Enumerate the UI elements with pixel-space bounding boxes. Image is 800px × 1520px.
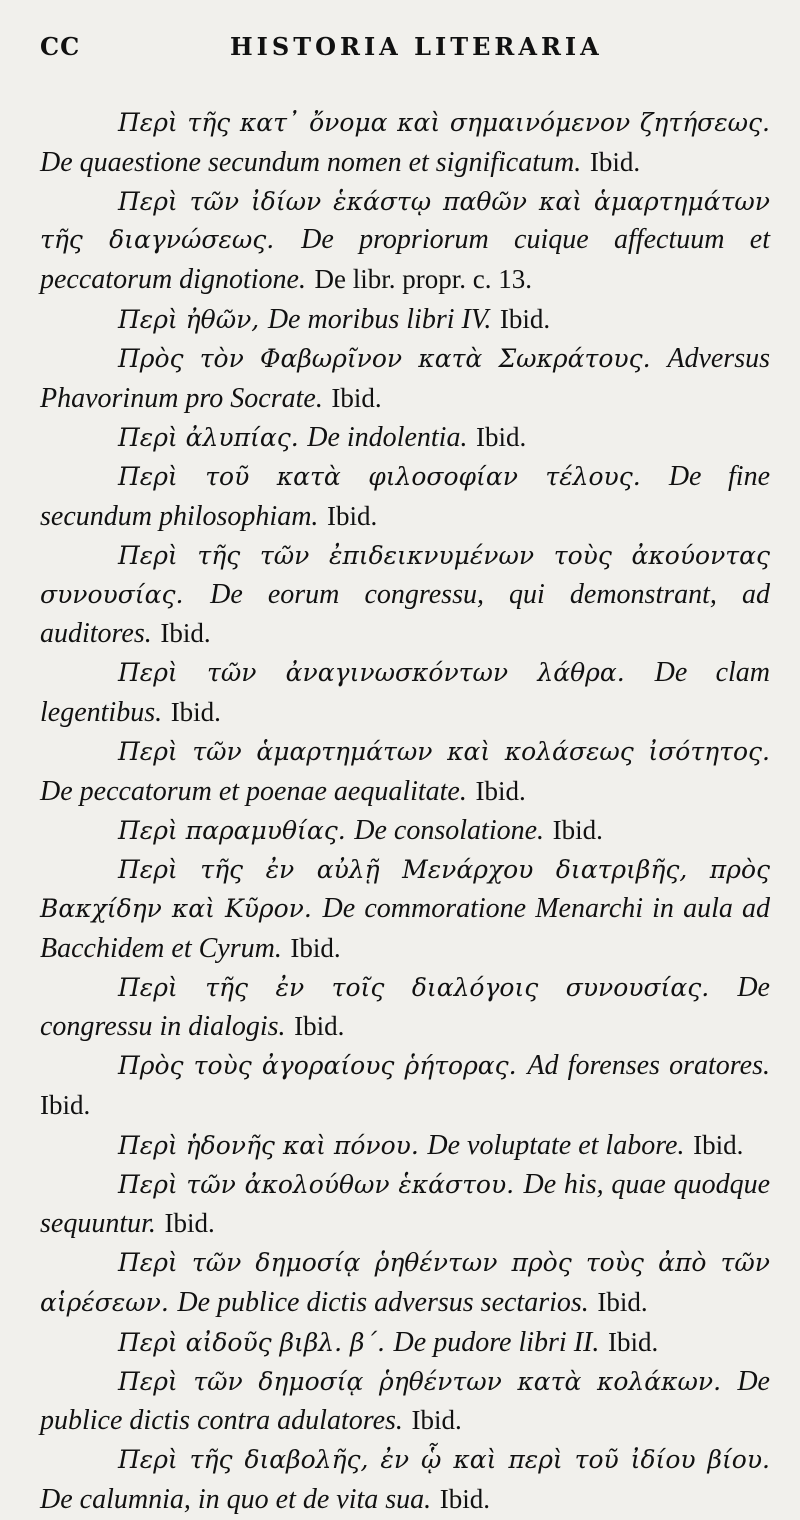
bibliography-entry [40, 851, 770, 968]
greek-title: Περὶ αἰδοῦς βιβλ. β΄. [118, 1327, 385, 1357]
greek-title: Πρὸς τοὺς ἀγοραίους ῥήτορας. [118, 1051, 517, 1081]
bibliography-entry [40, 1126, 770, 1166]
latin-title: Adversus Phavorinum pro Socrate. [40, 342, 770, 414]
bibliography-entry [40, 340, 770, 419]
reference: Ibid. [475, 775, 526, 806]
bibliography-entry [40, 811, 770, 851]
latin-title: De commoratione Menarchi in aula ad Bacchidem et Cyrum. [40, 892, 770, 964]
latin-title: De publice dictis contra adulatores. [40, 1365, 770, 1437]
reference: Ibid. [607, 1326, 659, 1357]
greek-title: Περὶ ἡδονῆς καὶ πόνου. [118, 1130, 419, 1160]
latin-title: De calumnia, in quo et de vita sua. [40, 1483, 432, 1515]
reference: Ibid. [439, 1483, 490, 1514]
latin-title: De propriorum cuique affectuum et peccatorum dignotione. [40, 224, 770, 296]
greek-title: Περὶ παραμυθίας. [118, 816, 346, 846]
reference: Ibid. [693, 1129, 744, 1160]
greek-title: Περὶ τῶν ἀκολούθων ἑκάστου. [118, 1169, 515, 1199]
reference: Ibid. [170, 696, 221, 727]
bibliography-entry [40, 104, 770, 183]
reference: Ibid. [476, 422, 527, 453]
bibliography-entry [40, 1441, 770, 1520]
running-title: HISTORIA LITERARIA [230, 32, 603, 61]
greek-title: Περὶ τῆς τῶν ἐπιδεικνυμένων τοὺς ἀκούοντας συνουσίας. [40, 540, 770, 609]
reference: Ibid. [327, 500, 378, 531]
latin-title: De consolatione. [354, 815, 545, 847]
reference: Ibid. [589, 146, 641, 177]
latin-title: De publice dictis adversus sectarios. [177, 1286, 589, 1318]
reference: Ibid. [331, 382, 382, 413]
bibliography-list [40, 104, 770, 1520]
greek-title: Περὶ τῆς κατ᾽ ὄνομα καὶ σημαινόμενον ζητήσεως. [118, 108, 770, 137]
latin-title: De congressu in dialogis. [40, 971, 770, 1043]
bibliography-entry [40, 969, 770, 1048]
greek-title: Περὶ τῆς διαβολῆς, ἐν ᾧ καὶ περὶ τοῦ ἰδίου βίου. [118, 1445, 770, 1475]
greek-title: Περὶ τοῦ κατὰ φιλοσοφίαν τέλους. [118, 462, 641, 492]
reference: Ibid. [552, 815, 603, 846]
latin-title: De quaestione secundum nomen et significatum. [40, 146, 582, 178]
reference: Ibid. [294, 1011, 345, 1042]
greek-title: Περὶ ἀλυπίας. [118, 423, 299, 453]
reference: Ibid. [290, 932, 341, 963]
latin-title: De eorum congressu, qui demonstrant, ad auditores. [40, 578, 770, 650]
latin-title: De indolentia. [307, 422, 468, 454]
bibliography-entry [40, 300, 770, 340]
greek-title: Περὶ τῶν ἀναγινωσκόντων λάθρα. [118, 658, 625, 688]
bibliography-entry [40, 1323, 770, 1363]
bibliography-entry [40, 733, 770, 812]
latin-title: De fine secundum philosophiam. [40, 461, 770, 532]
latin-title: De pudore libri II. [393, 1326, 600, 1358]
bibliography-entry [40, 1166, 770, 1245]
reference: De libr. propr. c. 13. [314, 264, 533, 295]
greek-title: Περὶ τῆς ἐν τοῖς διαλόγοις συνουσίας. [118, 972, 710, 1002]
bibliography-entry [40, 418, 770, 458]
greek-title: Πρὸς τὸν Φαβωρῖνον κατὰ Σωκράτους. [118, 343, 651, 373]
latin-title: De voluptate et labore. [427, 1129, 685, 1161]
latin-title: De peccatorum et poenae aequalitate. [40, 775, 467, 807]
greek-title: Περὶ ἠθῶν, [118, 304, 260, 334]
bibliography-entry [40, 654, 770, 733]
latin-title: De clam legentibus. [40, 657, 770, 728]
reference: Ibid. [164, 1208, 215, 1239]
latin-title: De his, quae quodque sequuntur. [40, 1168, 770, 1240]
latin-title: Ad forenses oratores. [527, 1050, 770, 1082]
greek-title: Περὶ τῶν ἰδίων ἑκάστῳ παθῶν καὶ ἁμαρτημάτων τῆς διαγνώσεως. [40, 186, 770, 255]
bibliography-entry [40, 1244, 770, 1323]
reference: Ibid. [597, 1286, 648, 1317]
bibliography-entry [40, 183, 770, 300]
latin-title: De moribus libri IV. [267, 303, 492, 335]
reference: Ibid. [499, 303, 551, 334]
greek-title: Περὶ τῆς ἐν αὐλῇ Μενάρχου διατριβῆς, πρὸς Βακχίδην καὶ Κῦρον. [40, 855, 770, 923]
bibliography-entry [40, 1047, 770, 1126]
bibliography-entry [40, 1363, 770, 1442]
page-header [40, 24, 770, 76]
reference: Ibid. [411, 1405, 462, 1436]
bibliography-entry [40, 458, 770, 537]
reference: Ibid. [40, 1089, 91, 1120]
greek-title: Περὶ τῶν ἁμαρτημάτων καὶ κολάσεως ἰσότητος. [118, 736, 770, 766]
greek-title: Περὶ τῶν δημοσίᾳ ῥηθέντων κατὰ κολάκων. [118, 1366, 722, 1396]
bibliography-entry [40, 537, 770, 654]
greek-title: Περὶ τῶν δημοσίᾳ ῥηθέντων πρὸς τοὺς ἀπὸ τῶν αἱρέσεων. [40, 1248, 770, 1317]
page-number: CC [40, 32, 81, 61]
reference: Ibid. [160, 618, 211, 649]
